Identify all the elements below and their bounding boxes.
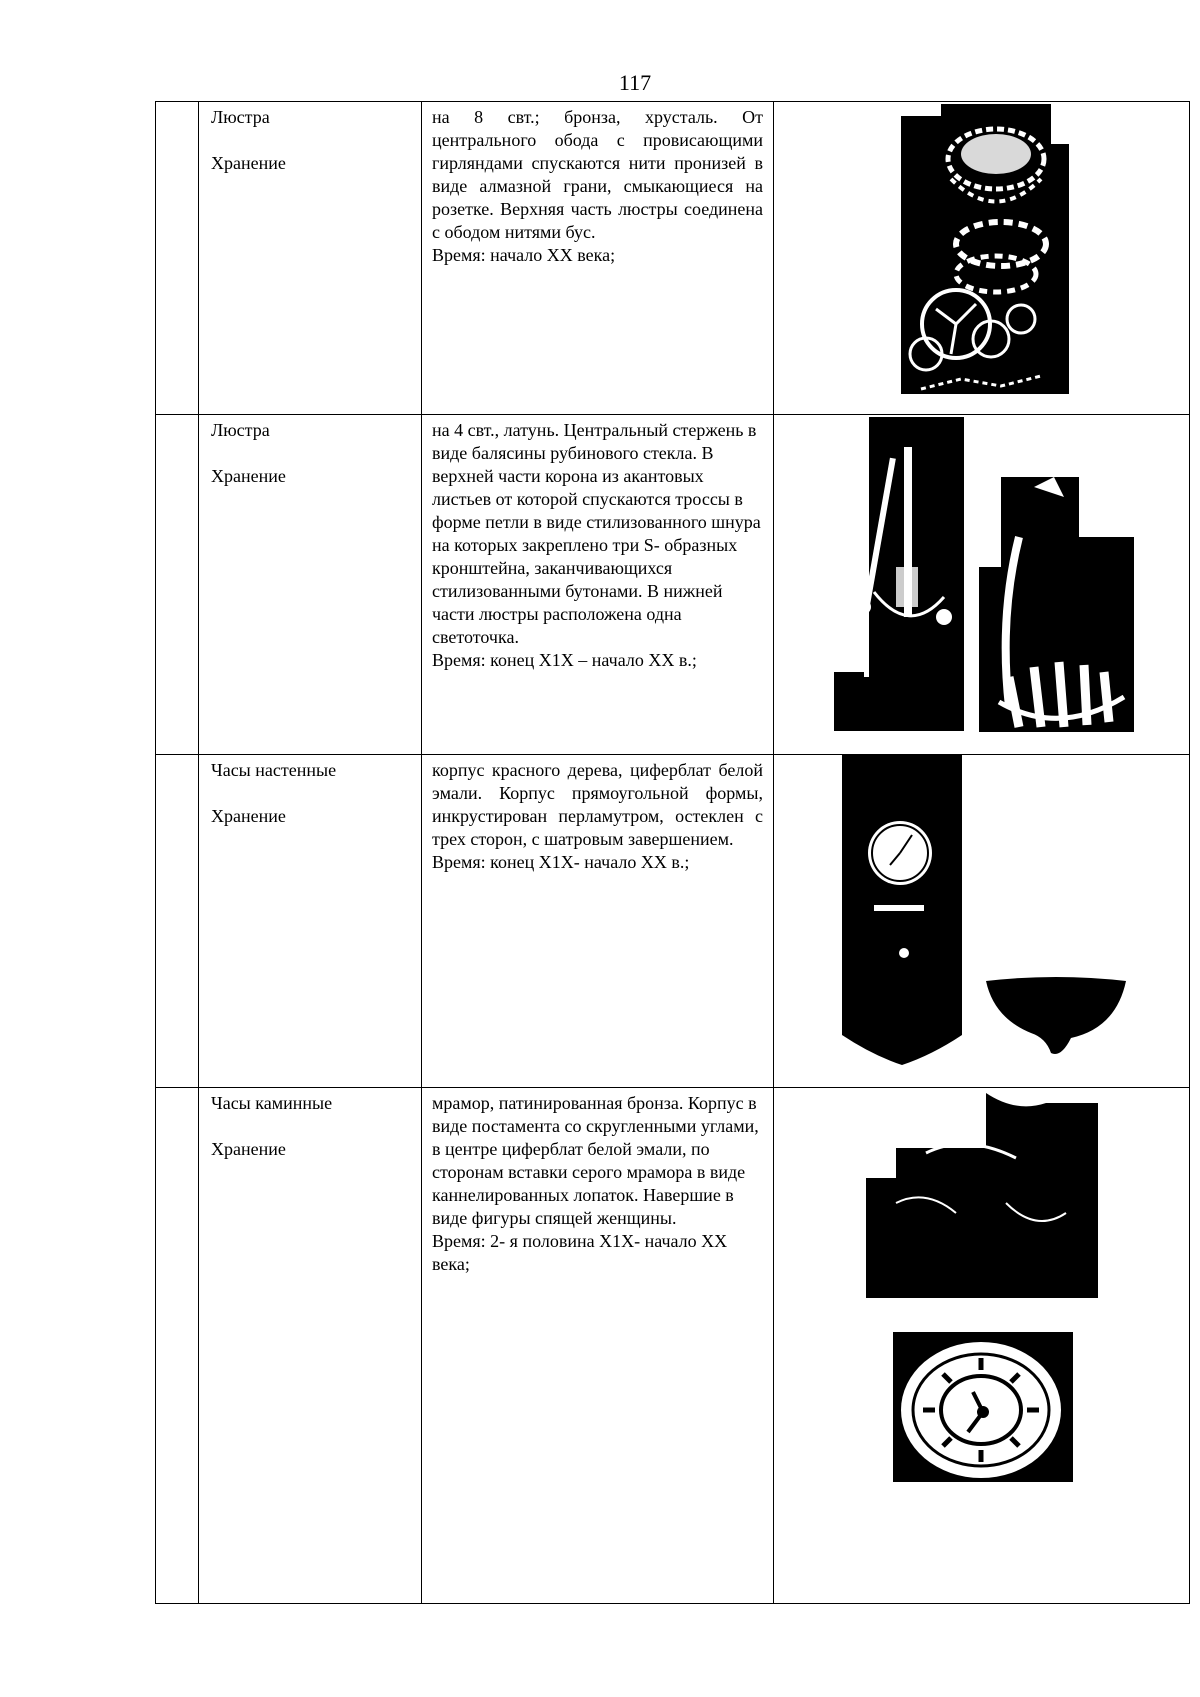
clock-dial-photo	[893, 1332, 1073, 1482]
photo-cell	[774, 102, 1190, 415]
chandelier-photo	[834, 417, 964, 731]
photo-cell	[774, 755, 1190, 1088]
number-cell	[156, 102, 199, 415]
item-name: Люстра	[211, 107, 270, 127]
number-cell	[156, 415, 199, 755]
inventory-table	[155, 101, 1190, 1604]
item-name: Часы каминные	[211, 1093, 333, 1113]
item-status: Хранение	[211, 153, 286, 173]
item-description: корпус красного дерева, циферблат белой эмали. Корпус прямоугольной формы, инкрустирован перламутром, остеклен с трех сторон, с шатровым завершением.	[432, 760, 763, 849]
name-cell	[199, 102, 422, 415]
name-cell	[199, 415, 422, 755]
description-cell	[422, 1088, 774, 1604]
item-name: Часы настенные	[211, 760, 337, 780]
table-row	[156, 102, 1190, 415]
item-status: Хранение	[211, 466, 286, 486]
mantel-clock-photo	[866, 1093, 1098, 1298]
table-row	[156, 755, 1190, 1088]
photo-cell	[774, 1088, 1190, 1604]
number-cell	[156, 1088, 199, 1604]
description-cell	[422, 415, 774, 755]
item-time: Время: начало XX века;	[432, 245, 616, 265]
wall-clock-photo	[842, 755, 962, 1065]
table-row	[156, 1088, 1190, 1604]
item-description: на 8 свт.; бронза, хрусталь. От центрального обода с провисающими гирляндами спускаются нити пронизей в виде алмазной грани, смыкающиеся на розетке. Верхняя часть люстры соединена с ободом нитями бус.	[432, 107, 763, 242]
table-row	[156, 415, 1190, 755]
item-description: мрамор, патинированная бронза. Корпус в виде постамента со скругленными углами, в центре циферблат белой эмали, по сторонам вставки серого мрамора в виде каннелированных лопаток. Навершие в виде фигуры спящей женщины.	[432, 1093, 759, 1228]
number-cell	[156, 755, 199, 1088]
item-time: Время: конец X1X – начало XX в.;	[432, 650, 697, 670]
clock-top-photo	[986, 973, 1126, 1058]
item-time: Время: 2- я половина X1X- начало XX века;	[432, 1231, 728, 1274]
item-description: на 4 свт., латунь. Центральный стержень в виде балясины рубинового стекла. В верхней части корона из акантовых листьев от которой спускаются троссы в форме петли в виде стилизованного шнура на которых закреплено три S- образных кронштейна, заканчивающихся стилизованными бутонами. В нижней части люстры расположена одна светоточка.	[432, 420, 761, 647]
chandelier-detail-photo	[979, 477, 1134, 732]
name-cell	[199, 755, 422, 1088]
description-cell	[422, 102, 774, 415]
item-status: Хранение	[211, 806, 286, 826]
description-cell	[422, 755, 774, 1088]
item-name: Люстра	[211, 420, 270, 440]
page-number: 117	[618, 70, 652, 95]
item-time: Время: конец X1X- начало XX в.;	[432, 852, 690, 872]
name-cell	[199, 1088, 422, 1604]
item-status: Хранение	[211, 1139, 286, 1159]
chandelier-photo	[901, 104, 1069, 394]
photo-cell	[774, 415, 1190, 755]
